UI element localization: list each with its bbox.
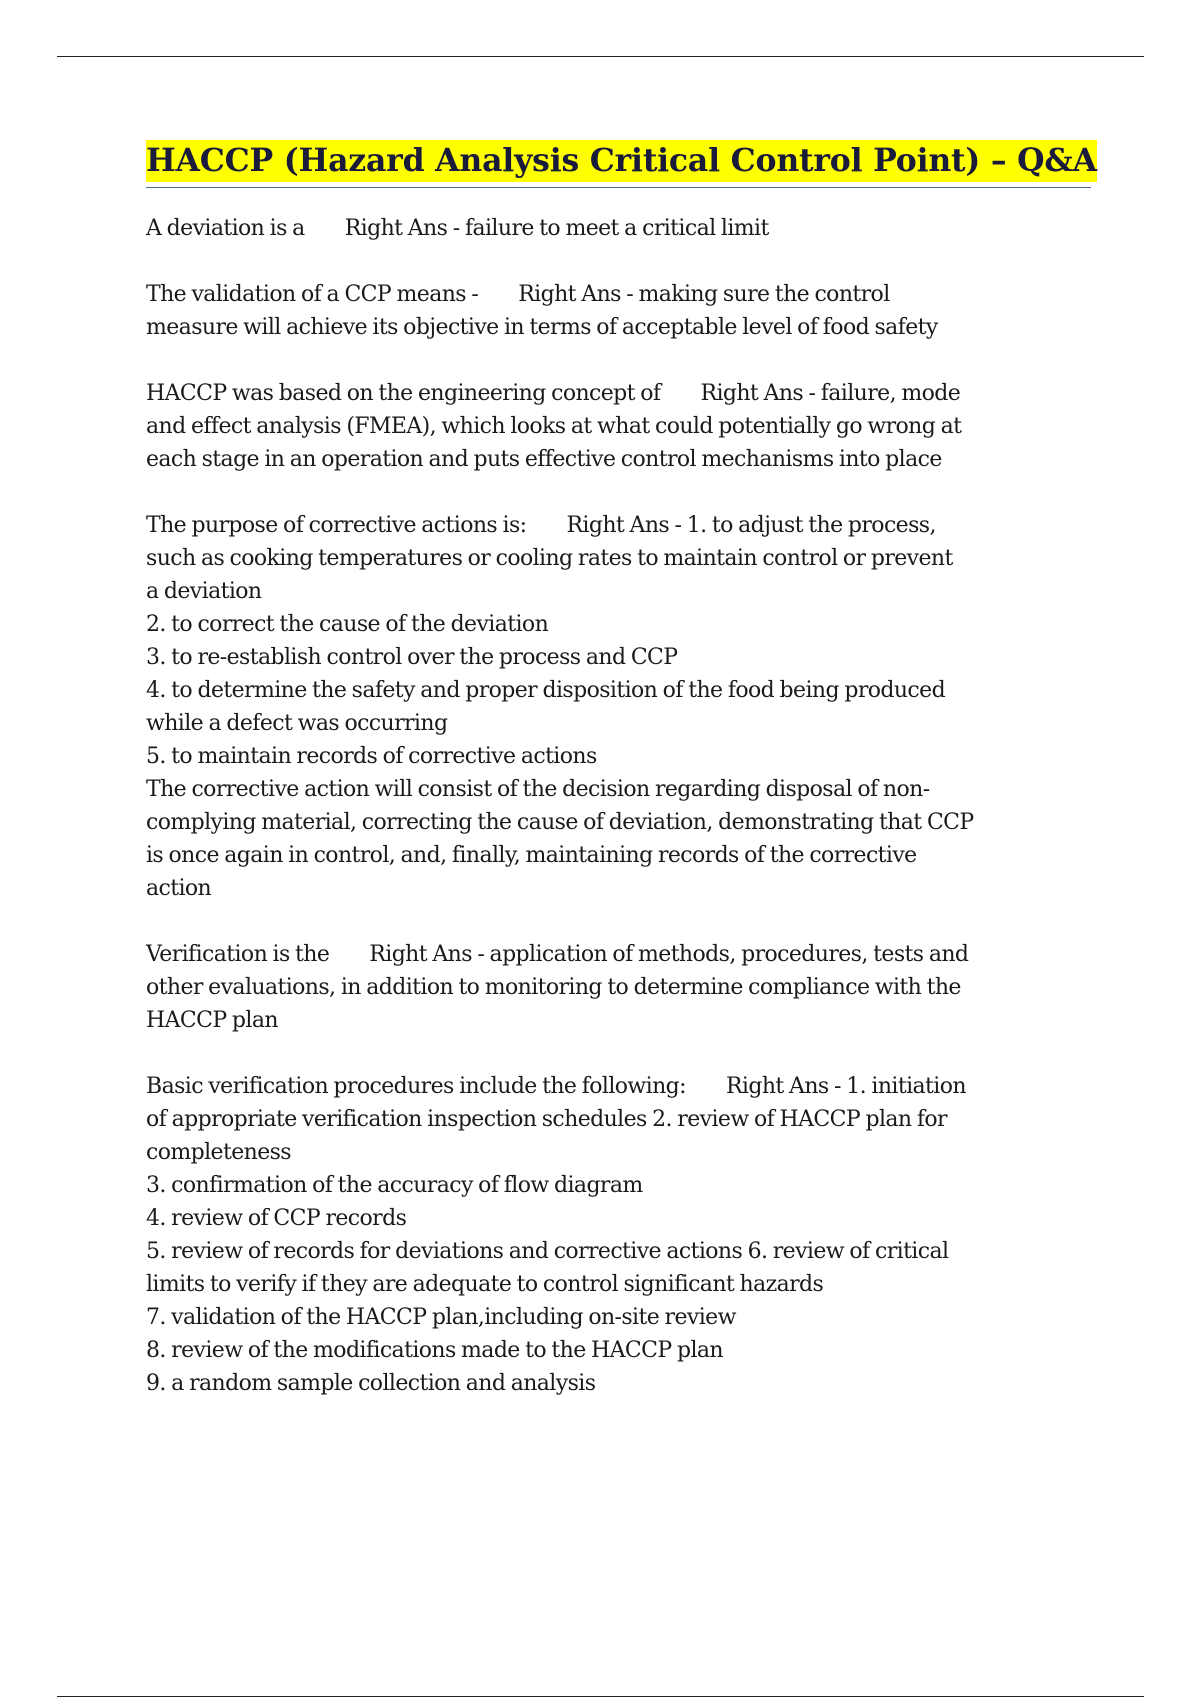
answer-line: and effect analysis (FMEA), which looks at what could potentially go wrong at	[146, 414, 962, 439]
bottom-rule	[57, 1696, 1144, 1697]
answer-line: is once again in control, and, finally, maintaining records of the corrective	[146, 843, 917, 868]
top-rule	[57, 56, 1144, 57]
qa-first-line	[146, 212, 1091, 245]
answer-line: of appropriate verification inspection schedules 2. review of HACCP plan for	[146, 1107, 947, 1132]
answer-line: The corrective action will consist of the decision regarding disposal of non-	[146, 777, 930, 802]
answer-text: Right Ans - 1. to adjust the process,	[566, 513, 936, 538]
answer-text: Right Ans - application of methods, procedures, tests and	[369, 942, 969, 967]
answer-line: measure will achieve its objective in terms of acceptable level of food safety	[146, 315, 938, 340]
answer-line: complying material, correcting the cause of deviation, demonstrating that CCP	[146, 810, 974, 835]
question-text: The purpose of corrective actions is:	[146, 513, 527, 538]
answer-line: 5. to maintain records of corrective actions	[146, 744, 597, 769]
document-body	[146, 140, 1097, 1433]
qa-item	[146, 509, 1091, 905]
answer-line: limits to verify if they are adequate to control significant hazards	[146, 1272, 824, 1297]
answer-line: other evaluations, in addition to monitoring to determine compliance with the	[146, 975, 961, 1000]
answer-line: action	[146, 876, 212, 901]
question-text: The validation of a CCP means -	[146, 282, 479, 307]
answer-text: Right Ans - 1. initiation	[725, 1074, 966, 1099]
question-text: Verification is the	[146, 942, 330, 967]
answer-line: HACCP plan	[146, 1008, 278, 1033]
answer-line: while a defect was occurring	[146, 711, 448, 736]
qa-first-line	[146, 938, 1091, 971]
answer-text: Right Ans - failure to meet a critical limit	[344, 216, 769, 241]
document-title: HACCP (Hazard Analysis Critical Control Point) – Q&A	[146, 140, 1097, 182]
answer-line: 4. review of CCP records	[146, 1206, 407, 1231]
qa-first-line	[146, 1070, 1091, 1103]
answer-line: 3. to re-establish control over the process and CCP	[146, 645, 678, 670]
answer-line: completeness	[146, 1140, 291, 1165]
answer-line: each stage in an operation and puts effective control mechanisms into place	[146, 447, 942, 472]
title-block	[146, 140, 1097, 188]
answer-text: Right Ans - making sure the control	[518, 282, 890, 307]
qa-first-line	[146, 509, 1091, 542]
answer-line: 9. a random sample collection and analysis	[146, 1371, 596, 1396]
qa-item	[146, 377, 1091, 476]
qa-first-line	[146, 377, 1091, 410]
answer-line: 5. review of records for deviations and corrective actions 6. review of critical	[146, 1239, 949, 1264]
qa-list	[146, 212, 1091, 1400]
answer-line: 7. validation of the HACCP plan,including on-site review	[146, 1305, 736, 1330]
answer-line: a deviation	[146, 579, 262, 604]
answer-text: Right Ans - failure, mode	[700, 381, 961, 406]
qa-item	[146, 278, 1091, 344]
question-text: Basic verification procedures include the following:	[146, 1074, 686, 1099]
answer-line: 8. review of the modifications made to the HACCP plan	[146, 1338, 723, 1363]
answer-line: 3. confirmation of the accuracy of flow diagram	[146, 1173, 643, 1198]
question-text: HACCP was based on the engineering concept of	[146, 381, 661, 406]
answer-line: such as cooking temperatures or cooling rates to maintain control or prevent	[146, 546, 953, 571]
answer-line: 4. to determine the safety and proper disposition of the food being produced	[146, 678, 946, 703]
qa-item	[146, 1070, 1091, 1400]
qa-first-line	[146, 278, 1091, 311]
qa-item	[146, 938, 1091, 1037]
question-text: A deviation is a	[146, 216, 305, 241]
qa-item	[146, 212, 1091, 245]
answer-line: 2. to correct the cause of the deviation	[146, 612, 549, 637]
